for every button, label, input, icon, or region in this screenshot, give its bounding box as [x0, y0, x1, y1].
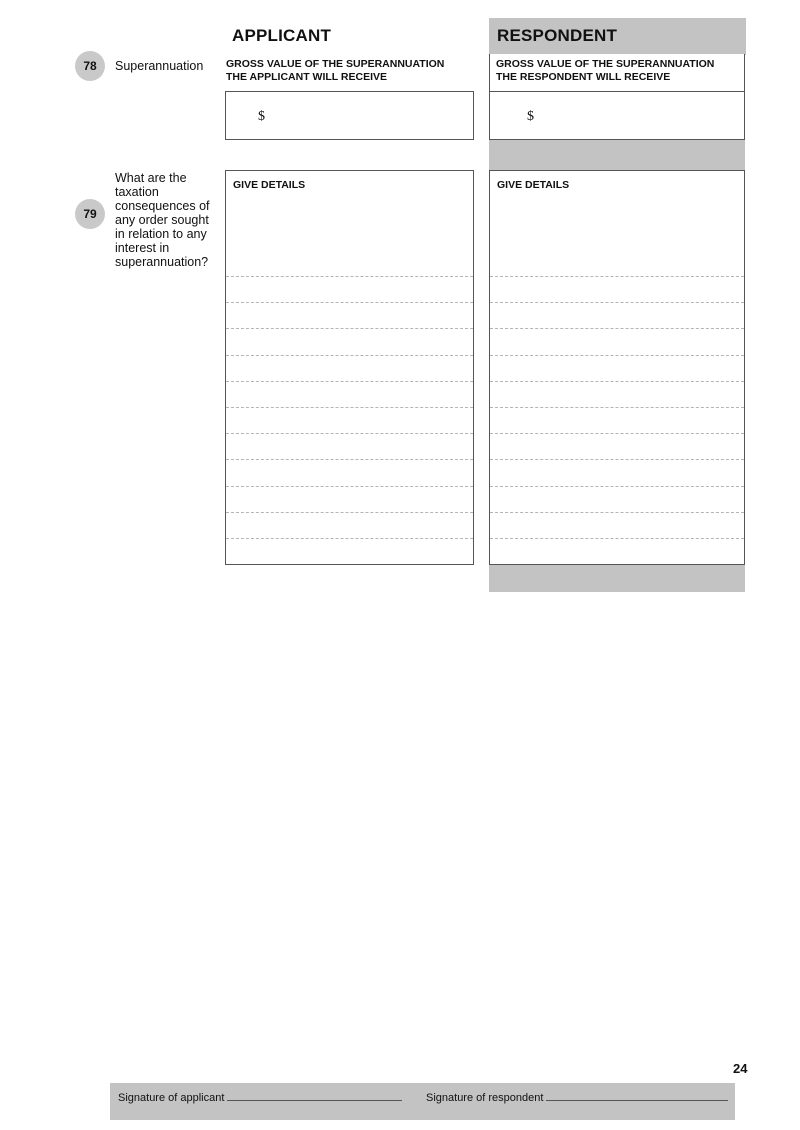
- question-79-label: What are the taxation consequences of any order sought in relation to any interest in superannuation?: [115, 171, 210, 269]
- respondent-taxation-details-field[interactable]: [489, 170, 745, 565]
- respondent-gross-value-label: GROSS VALUE OF THE SUPERANNUATION THE RESPONDENT WILL RECEIVE: [496, 58, 715, 83]
- respondent-bottom-band: [489, 565, 745, 592]
- applicant-column-heading: APPLICANT: [232, 26, 332, 45]
- applicant-taxation-details-field[interactable]: [225, 170, 474, 565]
- respondent-spacer-band: [489, 140, 745, 171]
- applicant-signature-line[interactable]: [227, 1100, 402, 1101]
- respondent-signature-label: Signature of respondent: [426, 1092, 544, 1104]
- question-78-label: Superannuation: [115, 59, 204, 73]
- page-number: 24: [733, 1061, 748, 1076]
- signature-bar: [110, 1083, 735, 1120]
- question-78-number: 78: [75, 51, 105, 81]
- respondent-column-heading: RESPONDENT: [497, 26, 618, 45]
- applicant-give-details-label: GIVE DETAILS: [233, 179, 306, 191]
- applicant-superannuation-value-field[interactable]: [225, 91, 474, 140]
- respondent-dollar-sign: $: [527, 109, 534, 124]
- respondent-superannuation-value-field[interactable]: [489, 91, 745, 140]
- respondent-signature-line[interactable]: [546, 1100, 728, 1101]
- question-79-number: 79: [75, 199, 105, 229]
- applicant-gross-value-label: GROSS VALUE OF THE SUPERANNUATION THE APPLICANT WILL RECEIVE: [226, 58, 445, 83]
- applicant-dollar-sign: $: [258, 109, 265, 124]
- respondent-give-details-label: GIVE DETAILS: [497, 179, 570, 191]
- applicant-signature-label: Signature of applicant: [118, 1092, 225, 1104]
